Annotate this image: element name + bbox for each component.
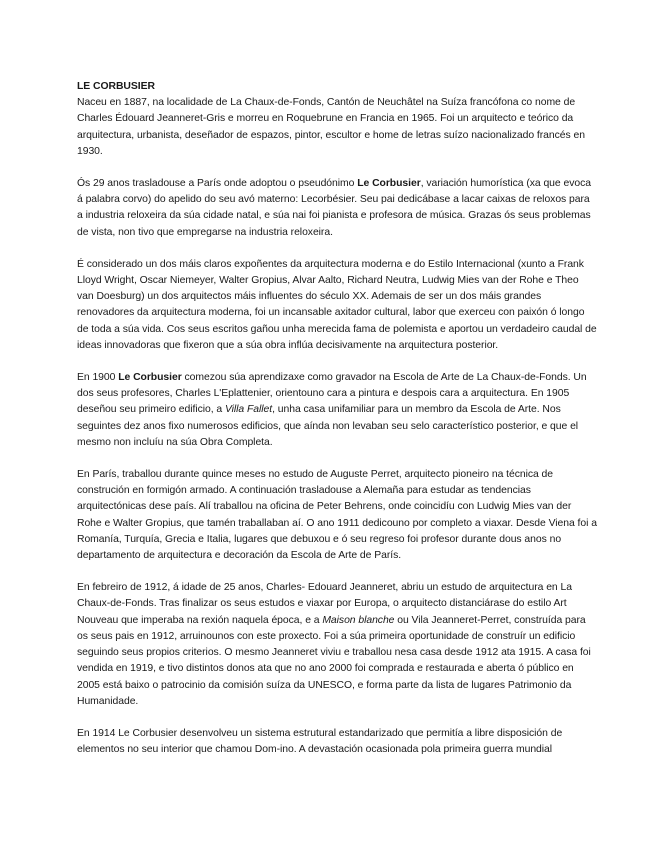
paragraph-studio	[77, 580, 597, 710]
paragraph-text: É considerado un dos máis claros expoñentes da arquitectura moderna e do Estilo Internacional (xunto a Frank Lloyd Wright, Oscar Niemeyer, Walter Gropius, Alvar Aalto, Richard Neutra, Ludwig Mies van der Rohe e Theo van Doesburg) un dos arquitectos máis influentes do século XX. Ademais de ser un dos máis grandes renovadores da arquitectura moderna, foi un incansable axitador cultural, labor que exerceu con paixón ó longo de toda a súa vida. Cos seus escritos gañou unha merecida fama de polemista e aportou un verdadeiro caudal de ideas innovadoras que fixeron que a súa obra inflúa decisivamente na arquitectura posterior.	[77, 258, 597, 351]
paragraph-text: En febreiro de 1912, á idade de 25 anos, Charles- Edouard Jeanneret, abriu un estudo de arquitectura en La Chaux-de-Fonds. Tras finalizar os seus estudos e viaxar por Europa, o arquitecto distanciárase do estilo Art Nouveau que imperaba na rexión naquela época, e a	[77, 582, 572, 626]
bold-name: Le Corbusier	[118, 372, 182, 384]
paragraph-intro	[77, 79, 597, 160]
paragraph-text: Naceu en 1887, na localidade de La Chaux-de-Fonds, Cantón de Neuchâtel na Suíza francófona co nome de Charles Édouard Jeanneret-Gris e morreu en Roquebrune en Francia en 1965. Foi un arquitecto e teórico da arquitectura, urbanista, deseñador de espazos, pintor, escultor e home de letras suízo nacionalizado francés en 1930.	[77, 97, 585, 157]
paragraph-text: , variación humorística (xa que evoca á palabra corvo) do apelido do seu avó materno: Lecorbésier. Seu pai dedicábase a lacar caixas de reloxos para a industria reloxeira da súa cidade natal, e súa nai foi pianista e profesora de música. Grazas ós seus problemas de vista, non tivo que empregarse na industria reloxeira.	[77, 178, 591, 238]
paragraph-training	[77, 370, 597, 451]
paragraph-text: En París, traballou durante quince meses no estudo de Auguste Perret, arquitecto pioneiro na técnica de construción en formigón armado. A continuación trasladouse a Alemaña para estudar as tendencias arquitectónicas dese país. Alí traballou na oficina de Peter Behrens, onde coincidíu con Ludwig Mies van der Rohe e Walter Gropius, que tamén traballaban aí. O ano 1911 dedicouno por completo a viaxar. Desde Viena foi a Romanía, Turquía, Grecia e Italia, lugares que debuxou e ó seu regreso foi profesor durante dous anos no departamento de arquitectura e decoración da Escola de Arte de París.	[77, 469, 597, 562]
paragraph-paris	[77, 467, 597, 564]
paragraph-text: En 1900	[77, 372, 119, 384]
italic-building-name: Villa Fallet	[224, 404, 273, 416]
italic-building-name: Maison blanche	[322, 614, 395, 626]
paragraph-text: Ós 29 anos trasladouse a París onde adoptou o pseudónimo	[77, 178, 358, 190]
document-title: LE CORBUSIER	[77, 81, 155, 92]
paragraph-text: En 1914 Le Corbusier desenvolveu un sistema estrutural estandarizado que permitía a libre disposición de elementos no seu interior que chamou Dom-ino. A devastación ocasionada pola primeira guerra mundial	[77, 727, 563, 756]
paragraph-domino	[77, 726, 597, 758]
paragraph-influence	[77, 257, 597, 354]
paragraph-text: , unha casa unifamiliar para un membro da Escola de Arte. Nos seguintes dez anos fixo numerosos edificios, que aínda non levaban seu selo característico posterior, e que el mesmo non incluíu na súa Obra Completa.	[77, 404, 579, 448]
paragraph-text: ou Vila Jeanneret-Perret, construída para os seus pais en 1912, arruinounos con este proxecto. Foi a súa primeira oportunidade de construír un edificio seguindo seus propios criterios. O mesmo Jeanneret viviu e traballou nesa casa desde 1912 ata 1915. A casa foi vendida en 1919, e tivo distintos donos ata que no ano 2000 foi comprada e restaurada e aberta ó público en 2005 está baixo o patrocinio da comisión suíza da UNESCO, e forma parte da lista de lugares Patrimonio da Humanidade.	[77, 614, 591, 707]
paragraph-pseudonym	[77, 176, 597, 241]
document-body	[77, 79, 597, 774]
paragraph-text: comezou súa aprendizaxe como gravador na Escola de Arte de La Chaux-de-Fonds. Un dos seus profesores, Charles L'Eplattenier, orientouno cara a pintura e despois cara a arquitectura. En 1905 deseñou seu primeiro edificio, a	[77, 372, 587, 416]
bold-name: Le Corbusier	[357, 178, 421, 190]
